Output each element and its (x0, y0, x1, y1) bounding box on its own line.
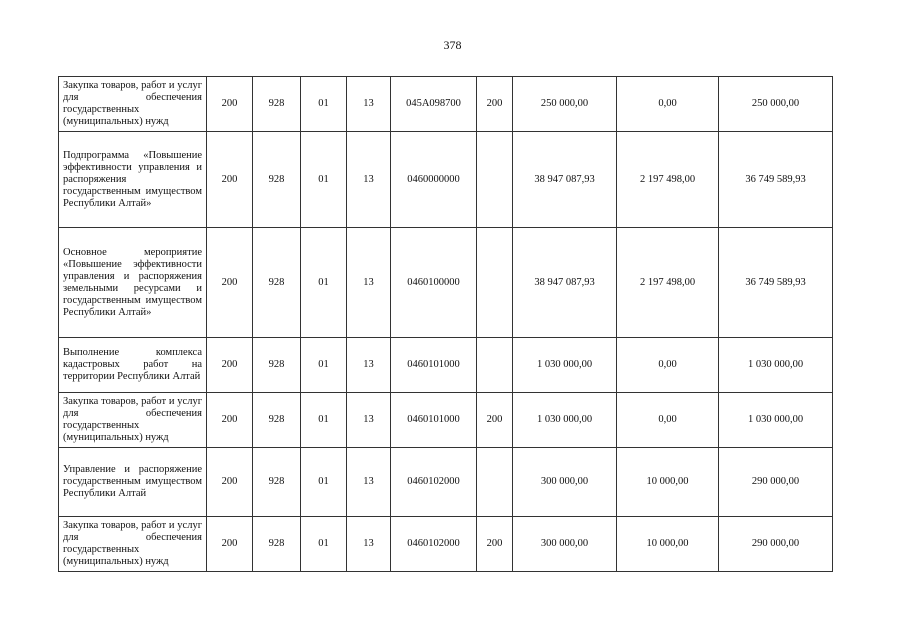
cell-value-2: 10 000,00 (617, 517, 719, 572)
cell-code-4: 13 (347, 77, 391, 132)
cell-type: 200 (477, 517, 513, 572)
cell-code-1: 200 (207, 132, 253, 228)
cell-code-4: 13 (347, 393, 391, 448)
row-name: Управление и распоряжение государственным имуществом Республики Алтай (59, 448, 207, 517)
cell-type (477, 228, 513, 338)
cell-type: 200 (477, 393, 513, 448)
cell-target: 045A098700 (391, 77, 477, 132)
cell-type: 200 (477, 77, 513, 132)
cell-target: 0460101000 (391, 338, 477, 393)
cell-code-2: 928 (253, 228, 301, 338)
cell-code-1: 200 (207, 228, 253, 338)
cell-value-3: 1 030 000,00 (719, 338, 833, 393)
cell-code-3: 01 (301, 132, 347, 228)
page-number: 378 (443, 38, 462, 52)
cell-code-4: 13 (347, 132, 391, 228)
cell-value-2: 10 000,00 (617, 448, 719, 517)
cell-value-3: 290 000,00 (719, 517, 833, 572)
cell-value-1: 300 000,00 (513, 448, 617, 517)
cell-code-4: 13 (347, 338, 391, 393)
cell-code-2: 928 (253, 338, 301, 393)
cell-value-1: 300 000,00 (513, 517, 617, 572)
cell-code-1: 200 (207, 77, 253, 132)
table-row (59, 228, 833, 338)
cell-value-2: 0,00 (617, 338, 719, 393)
cell-code-2: 928 (253, 517, 301, 572)
row-name: Закупка товаров, работ и услуг для обеспечения государственных (муниципальных) нужд (59, 517, 207, 572)
cell-code-3: 01 (301, 228, 347, 338)
cell-code-4: 13 (347, 517, 391, 572)
cell-value-1: 38 947 087,93 (513, 228, 617, 338)
cell-value-1: 1 030 000,00 (513, 338, 617, 393)
table-row (59, 77, 833, 132)
table-row (59, 132, 833, 228)
cell-value-3: 36 749 589,93 (719, 132, 833, 228)
cell-target: 0460102000 (391, 517, 477, 572)
row-name: Выполнение комплекса кадастровых работ на территории Республики Алтай (59, 338, 207, 393)
cell-code-1: 200 (207, 517, 253, 572)
cell-code-2: 928 (253, 77, 301, 132)
cell-target: 0460000000 (391, 132, 477, 228)
cell-type (477, 132, 513, 228)
cell-value-2: 2 197 498,00 (617, 132, 719, 228)
cell-code-4: 13 (347, 448, 391, 517)
table-row (59, 448, 833, 517)
cell-code-1: 200 (207, 448, 253, 517)
cell-code-4: 13 (347, 228, 391, 338)
cell-code-3: 01 (301, 77, 347, 132)
cell-value-3: 1 030 000,00 (719, 393, 833, 448)
row-name: Основное мероприятие «Повышение эффективности управления и распоряжения земельными ресурсами и государственным имуществом Республики Алтай» (59, 228, 207, 338)
table-row (59, 393, 833, 448)
cell-value-2: 0,00 (617, 77, 719, 132)
cell-type (477, 448, 513, 517)
cell-type (477, 338, 513, 393)
cell-value-1: 38 947 087,93 (513, 132, 617, 228)
cell-value-3: 36 749 589,93 (719, 228, 833, 338)
table-row (59, 517, 833, 572)
cell-code-1: 200 (207, 338, 253, 393)
cell-target: 0460100000 (391, 228, 477, 338)
row-name: Подпрограмма «Повышение эффективности управления и распоряжения государственным имуществом Республики Алтай» (59, 132, 207, 228)
table-row (59, 338, 833, 393)
cell-value-2: 2 197 498,00 (617, 228, 719, 338)
cell-target: 0460102000 (391, 448, 477, 517)
cell-code-3: 01 (301, 393, 347, 448)
cell-value-3: 290 000,00 (719, 448, 833, 517)
cell-code-2: 928 (253, 393, 301, 448)
cell-value-2: 0,00 (617, 393, 719, 448)
cell-code-2: 928 (253, 448, 301, 517)
cell-value-1: 1 030 000,00 (513, 393, 617, 448)
cell-code-3: 01 (301, 338, 347, 393)
cell-code-3: 01 (301, 517, 347, 572)
cell-code-3: 01 (301, 448, 347, 517)
cell-code-1: 200 (207, 393, 253, 448)
cell-value-1: 250 000,00 (513, 77, 617, 132)
cell-code-2: 928 (253, 132, 301, 228)
row-name: Закупка товаров, работ и услуг для обеспечения государственных (муниципальных) нужд (59, 77, 207, 132)
cell-target: 0460101000 (391, 393, 477, 448)
row-name: Закупка товаров, работ и услуг для обеспечения государственных (муниципальных) нужд (59, 393, 207, 448)
cell-value-3: 250 000,00 (719, 77, 833, 132)
budget-table (58, 76, 833, 572)
